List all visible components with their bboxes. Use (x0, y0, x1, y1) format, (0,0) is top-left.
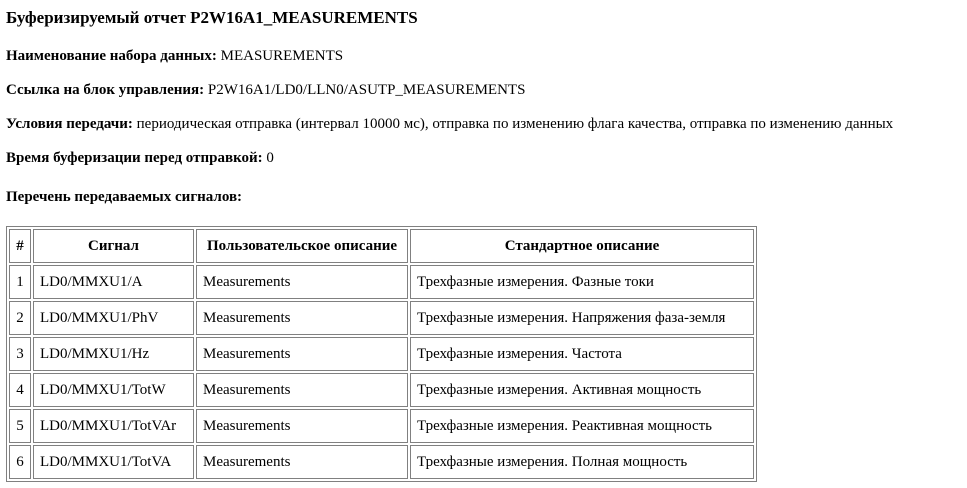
cell-std-desc: Трехфазные измерения. Активная мощность (410, 373, 754, 407)
cell-std-desc: Трехфазные измерения. Полная мощность (410, 445, 754, 479)
header-user-desc: Пользовательское описание (196, 229, 408, 263)
cell-std-desc: Трехфазные измерения. Напряжения фаза-земля (410, 301, 754, 335)
dataset-label: Наименование набора данных: (6, 48, 217, 64)
cell-std-desc: Трехфазные измерения. Частота (410, 337, 754, 371)
cell-user-desc: Measurements (196, 445, 408, 479)
cell-num: 2 (9, 301, 31, 335)
cell-num: 6 (9, 445, 31, 479)
table-row (9, 409, 754, 443)
cell-user-desc: Measurements (196, 301, 408, 335)
cell-signal: LD0/MMXU1/TotVAr (33, 409, 194, 443)
buffer-time-label: Время буферизации перед отправкой: (6, 150, 263, 166)
cell-std-desc: Трехфазные измерения. Фазные токи (410, 265, 754, 299)
table-header-row (9, 229, 754, 263)
signals-heading: Перечень передаваемых сигналов: (6, 189, 243, 205)
conditions-field (6, 115, 893, 133)
cell-user-desc: Measurements (196, 409, 408, 443)
cell-user-desc: Measurements (196, 337, 408, 371)
cell-signal: LD0/MMXU1/A (33, 265, 194, 299)
cell-signal: LD0/MMXU1/TotW (33, 373, 194, 407)
cell-signal: LD0/MMXU1/PhV (33, 301, 194, 335)
buffer-time-field (6, 149, 274, 167)
header-std-desc: Стандартное описание (410, 229, 754, 263)
buffer-time-value: 0 (266, 150, 274, 166)
cell-user-desc: Measurements (196, 373, 408, 407)
control-block-label: Ссылка на блок управления: (6, 82, 205, 98)
dataset-field (6, 47, 343, 65)
cell-num: 4 (9, 373, 31, 407)
table-row (9, 445, 754, 479)
conditions-label: Условия передачи: (6, 116, 133, 132)
report-page (6, 0, 961, 470)
cell-signal: LD0/MMXU1/TotVA (33, 445, 194, 479)
cell-num: 5 (9, 409, 31, 443)
table-row (9, 337, 754, 371)
control-block-field (6, 81, 525, 99)
cell-std-desc: Трехфазные измерения. Реактивная мощность (410, 409, 754, 443)
cell-user-desc: Measurements (196, 265, 408, 299)
report-title: Буферизируемый отчет P2W16A1_MEASUREMENTS (6, 8, 418, 27)
signals-table (6, 226, 757, 482)
cell-num: 3 (9, 337, 31, 371)
header-num: # (9, 229, 31, 263)
cell-num: 1 (9, 265, 31, 299)
dataset-value: MEASUREMENTS (220, 48, 344, 64)
table-row (9, 301, 754, 335)
conditions-value: периодическая отправка (интервал 10000 мс), отправка по изменению флага качества, отправка по изменению данных (136, 116, 894, 132)
control-block-value: P2W16A1/LD0/LLN0/ASUTP_MEASUREMENTS (207, 82, 526, 98)
cell-signal: LD0/MMXU1/Hz (33, 337, 194, 371)
table-row (9, 265, 754, 299)
table-row (9, 373, 754, 407)
signals-heading-field (6, 188, 242, 206)
header-signal: Сигнал (33, 229, 194, 263)
